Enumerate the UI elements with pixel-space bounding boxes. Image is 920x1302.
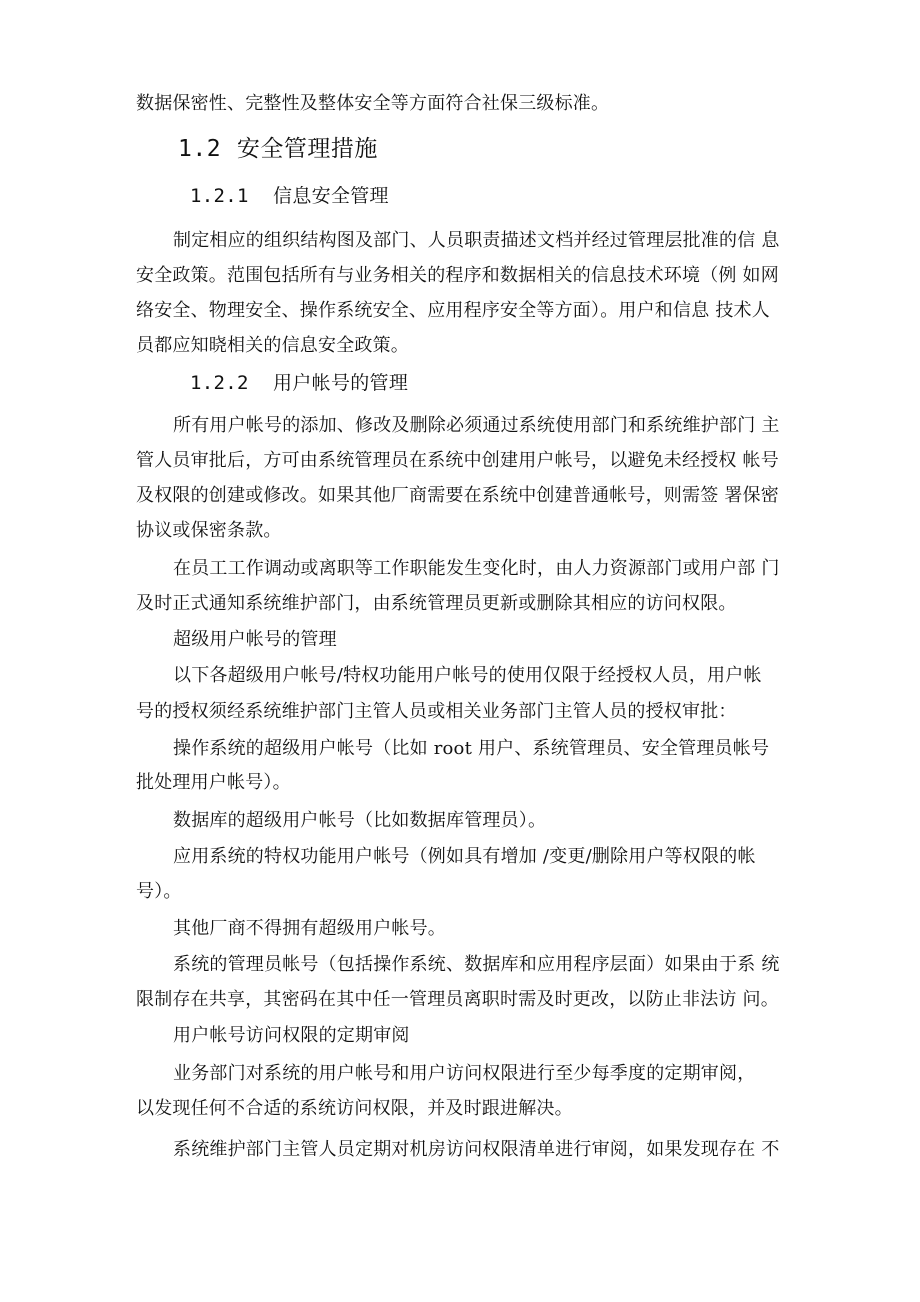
- section-1-2-2-number: 1.2.2: [190, 372, 249, 394]
- paragraph-line: 及时正式通知系统维护部门，由系统管理员更新或删除其相应的访问权限。: [136, 593, 737, 614]
- paragraph-line: 系统的管理员帐号（包括操作系统、数据库和应用程序层面）如果由于系 统: [173, 954, 780, 975]
- paragraph-line: 限制存在共享，其密码在其中任一管理员离职时需及时更改，以防止非法访 问。: [136, 989, 779, 1010]
- paragraph-line: 所有用户帐号的添加、修改及删除必须通过系统使用部门和系统维护部门 主: [173, 415, 780, 436]
- paragraph-line: 其他厂商不得拥有超级用户帐号。: [173, 918, 446, 939]
- paragraph-line: 以发现任何不合适的系统访问权限，并及时跟进解决。: [136, 1098, 573, 1119]
- subheading-line: 超级用户帐号的管理: [173, 629, 337, 650]
- paragraph-line: 批处理用户帐号）。: [136, 772, 291, 793]
- paragraph-line: 号）。: [136, 881, 182, 902]
- section-1-2-2-heading: [190, 370, 408, 396]
- section-1-2-title: 安全管理措施: [236, 136, 378, 162]
- paragraph-line: 制定相应的组织结构图及部门、人员职责描述文档并经过管理层批准的信 息: [173, 230, 780, 251]
- paragraph-line: 安全政策。范围包括所有与业务相关的程序和数据相关的信息技术环境（例 如网: [136, 265, 779, 286]
- subheading-line: 用户帐号访问权限的定期审阅: [173, 1025, 410, 1046]
- section-1-2-number: 1.2: [178, 136, 222, 162]
- paragraph-line: 员都应知晓相关的信息安全政策。: [136, 335, 409, 356]
- paragraph-line: 络安全、物理安全、操作系统安全、应用程序安全等方面）。用户和信息 技术人: [136, 300, 770, 321]
- section-1-2-1-number: 1.2.1: [190, 185, 249, 207]
- paragraph-line: 以下各超级用户帐号/特权功能用户帐号的使用仅限于经授权人员，用户帐: [173, 665, 762, 686]
- section-1-2-1-title: 信息安全管理: [273, 185, 389, 207]
- paragraph-line: 系统维护部门主管人员定期对机房访问权限清单进行审阅，如果发现存在 不: [173, 1139, 780, 1160]
- paragraph-line: 协议或保密条款。: [136, 520, 282, 541]
- paragraph-line: 号的授权须经系统维护部门主管人员或相关业务部门主管人员的授权审批：: [136, 701, 737, 722]
- paragraph-line: 应用系统的特权功能用户帐号（例如具有增加 /变更/删除用户等权限的帐: [173, 846, 756, 867]
- paragraph-line: 操作系统的超级用户帐号（比如 root 用户、系统管理员、安全管理员帐号: [173, 738, 770, 759]
- section-1-2-heading: [178, 134, 378, 164]
- section-1-2-2-title: 用户帐号的管理: [273, 372, 409, 394]
- paragraph-line: 及权限的创建或修改。如果其他厂商需要在系统中创建普通帐号，则需签 署保密: [136, 485, 779, 506]
- section-1-2-1-heading: [190, 183, 389, 209]
- paragraph-line: 在员工工作调动或离职等工作职能发生变化时，由人力资源部门或用户部 门: [173, 558, 780, 579]
- paragraph-line: 数据库的超级用户帐号（比如数据库管理员）。: [173, 810, 547, 831]
- paragraph-line: 业务部门对系统的用户帐号和用户访问权限进行至少每季度的定期审阅，: [173, 1063, 756, 1084]
- intro-line-1: 数据保密性、完整性及整体安全等方面符合社保三级标准。: [136, 93, 610, 114]
- paragraph-line: 管人员审批后，方可由系统管理员在系统中创建用户帐号，以避免未经授权 帐号: [136, 450, 779, 471]
